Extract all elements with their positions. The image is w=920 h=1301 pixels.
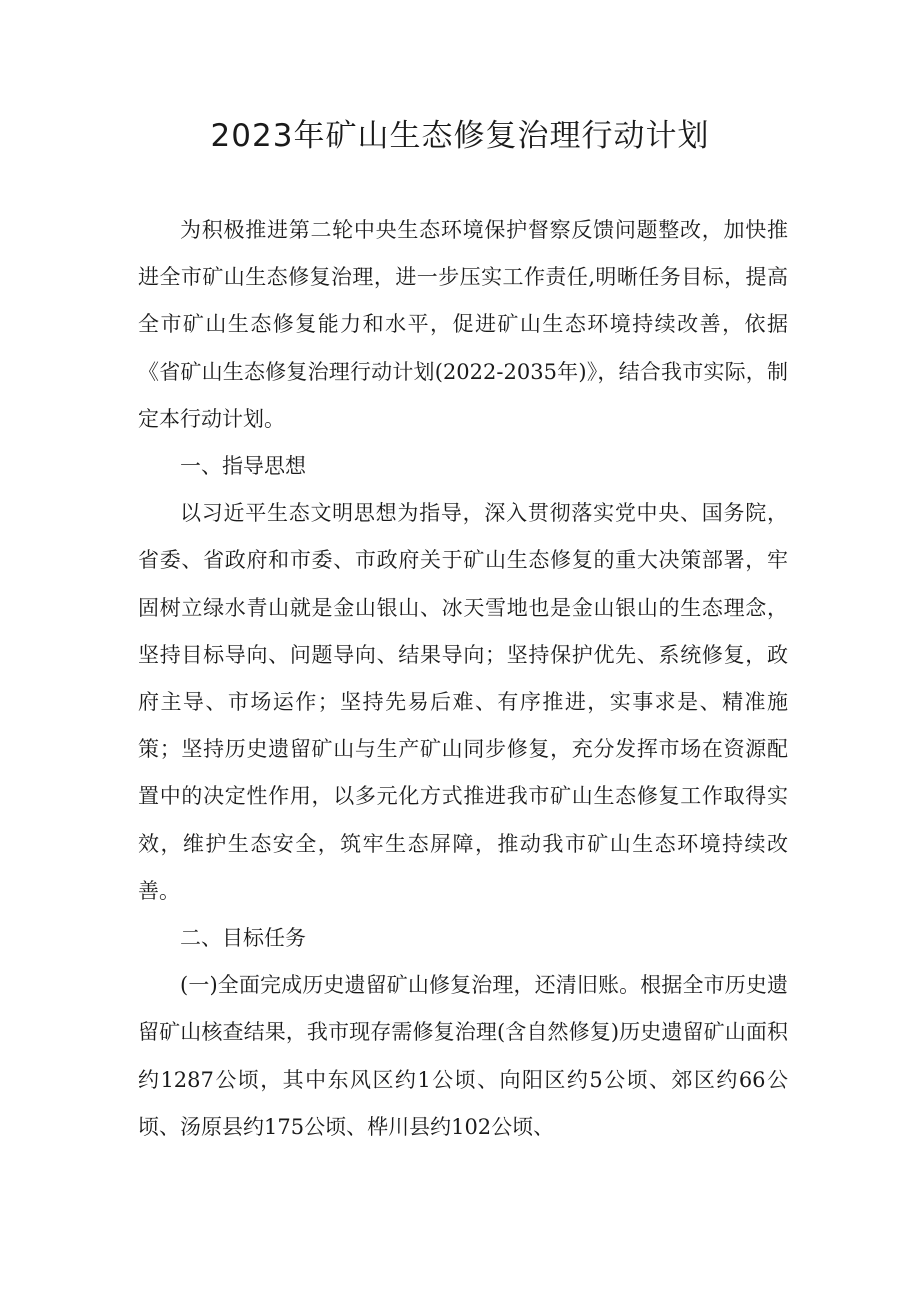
intro-paragraph: 为积极推进第二轮中央生态环境保护督察反馈问题整改，加快推进全市矿山生态修复治理，进一步压实工作责任,明晰任务目标，提高全市矿山生态修复能力和水平，促进矿山生态环境持续改善，依据《省矿山生态修复治理行动计划(2022-2035年)》，结合我市实际，制定本行动计划。 [138,218,788,431]
targets-tasks-paragraph: (一)全面完成历史遗留矿山修复治理，还清旧账。根据全市历史遗留矿山核查结果，我市现存需修复治理(含自然修复)历史遗留矿山面积约1287公顷，其中东风区约1公顷、向阳区约5公顷、郊区约66公顷、汤原县约175公顷、桦川县约102公顷、 [138,973,788,1139]
guiding-ideology-paragraph: 以习近平生态文明思想为指导，深入贯彻落实党中央、国务院，省委、省政府和市委、市政府关于矿山生态修复的重大决策部署，牢固树立绿水青山就是金山银山、冰天雪地也是金山银山的生态理念，坚持目标导向、问题导向、结果导向；坚持保护优先、系统修复，政府主导、市场运作；坚持先易后难、有序推进，实事求是、精准施策；坚持历史遗留矿山与生产矿山同步修复，充分发挥市场在资源配置中的决定性作用，以多元化方式推进我市矿山生态修复工作取得实效，维护生态安全，筑牢生态屏障，推动我市矿山生态环境持续改善。 [138,501,788,903]
section-heading-guiding-ideology: 一、指导思想 [180,454,306,479]
document-title: 2023年矿山生态修复治理行动计划 [210,118,710,154]
document-body [138,207,788,1151]
section-heading-targets-tasks: 二、目标任务 [180,926,306,951]
